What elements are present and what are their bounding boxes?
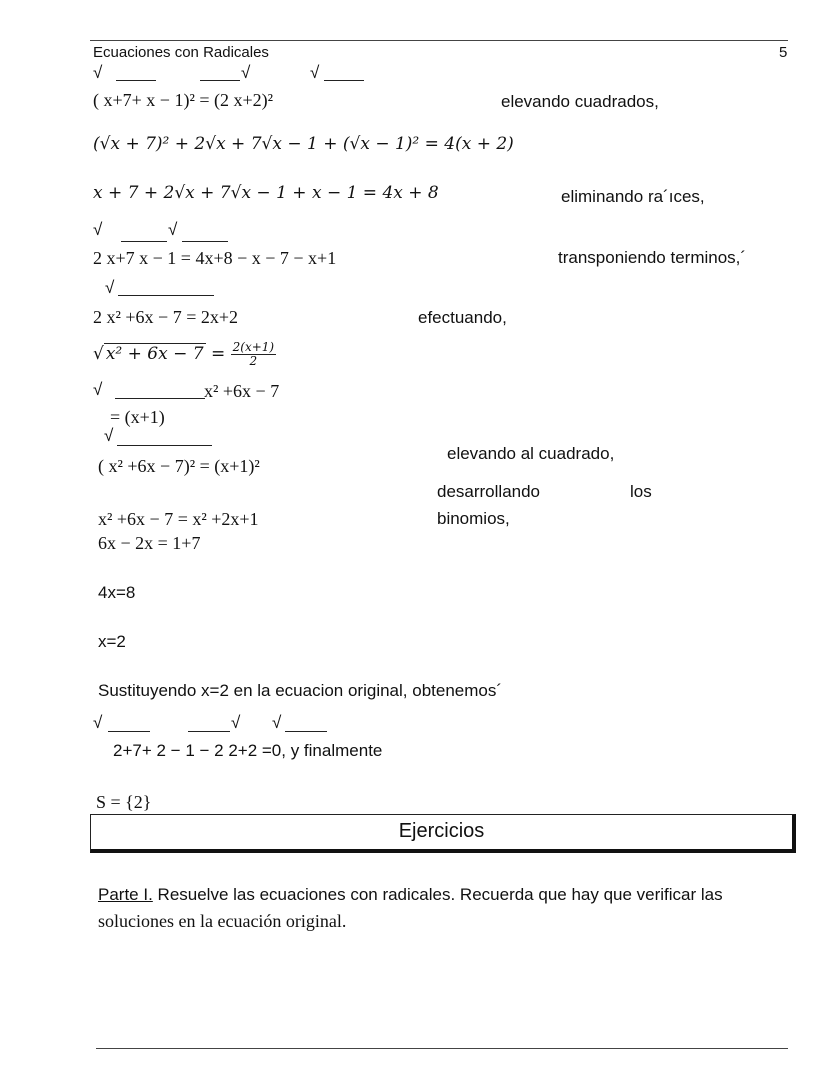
equation-line: 2 x+7 x − 1 = 4x+8 − x − 7 − x+1 bbox=[93, 248, 337, 268]
math-fraction-equation: √ x² + 6x − 7 = $\frac{2(x+1)}{2}$ bbox=[93, 340, 275, 368]
instruction-text-line2: soluciones en la ecuación original. bbox=[98, 911, 347, 931]
part-label: Parte I. bbox=[98, 885, 153, 904]
sqrt-mark: √ bbox=[272, 713, 282, 732]
equation-line: x² +6x − 7 = x² +2x+1 bbox=[98, 509, 259, 529]
equation-line: x² +6x − 7 bbox=[204, 381, 280, 401]
equation-line: 2+7+ 2 − 1 − 2 2+2 =0, y finalmente bbox=[113, 741, 383, 760]
equation-line: 6x − 2x = 1+7 bbox=[98, 533, 201, 553]
sqrt-mark: √ bbox=[93, 63, 103, 82]
paragraph: Sustituyendo x=2 en la ecuacion original, obtenemos´ bbox=[98, 681, 503, 700]
radical-bar bbox=[285, 731, 327, 732]
section-header-box bbox=[90, 814, 796, 853]
equation-line: 2 x² +6x − 7 = 2x+2 bbox=[93, 307, 239, 327]
radical-bar bbox=[121, 241, 167, 242]
header-rule bbox=[90, 40, 788, 41]
equation-line: 4x=8 bbox=[98, 583, 136, 602]
sqrt-mark: √ bbox=[93, 380, 103, 399]
sqrt-mark: √ bbox=[168, 220, 178, 239]
radical-bar bbox=[116, 80, 156, 81]
equation-line: x=2 bbox=[98, 632, 126, 651]
sqrt-mark: √ bbox=[310, 63, 320, 82]
radical-bar bbox=[115, 398, 205, 399]
radical-bar bbox=[117, 445, 212, 446]
step-comment: desarrollando bbox=[437, 482, 541, 501]
instruction-text: Resuelve las ecuaciones con radicales. Recuerda que hay que verificar las bbox=[152, 885, 723, 904]
fraction: $\frac{2(x+1)}{2}$ bbox=[232, 340, 275, 368]
sqrt-mark: √ bbox=[93, 713, 103, 732]
step-comment: transponiendo terminos,´ bbox=[558, 248, 747, 267]
step-comment: elevando cuadrados, bbox=[501, 92, 659, 111]
equation-line: ( x+7+ x − 1)² = (2 x+2)² bbox=[93, 90, 274, 110]
header-title: Ecuaciones con Radicales bbox=[93, 44, 269, 61]
footer-rule bbox=[96, 1048, 788, 1049]
step-comment: elevando al cuadrado, bbox=[447, 444, 615, 463]
step-comment: eliminando ra´ıces, bbox=[561, 187, 705, 206]
math-equation: (√x + 7)² + 2√x + 7√x − 1 + (√x − 1)² = 4(x + 2) bbox=[93, 134, 514, 154]
sqrt-mark: √ bbox=[231, 713, 241, 732]
exercise-instructions bbox=[98, 885, 723, 905]
math-equation: x + 7 + 2√x + 7√x − 1 + x − 1 = 4x + 8 bbox=[93, 183, 439, 203]
radical-bar bbox=[200, 80, 240, 81]
step-comment: binomios, bbox=[437, 509, 510, 528]
radical-bar bbox=[188, 731, 230, 732]
sqrt-mark: √ bbox=[104, 426, 114, 445]
section-title: Ejercicios bbox=[398, 820, 485, 842]
step-comment: efectuando, bbox=[418, 308, 507, 327]
sqrt-mark: √ bbox=[93, 220, 103, 239]
equation-line: = (x+1) bbox=[110, 407, 165, 427]
radical-bar bbox=[324, 80, 364, 81]
radical-bar bbox=[118, 295, 214, 296]
page-number: 5 bbox=[779, 44, 788, 61]
radical: √ x² + 6x − 7 bbox=[93, 344, 204, 364]
equation-line: ( x² +6x − 7)² = (x+1)² bbox=[98, 456, 260, 476]
step-comment: los bbox=[630, 482, 652, 501]
sqrt-mark: √ bbox=[105, 278, 115, 297]
sqrt-mark: √ bbox=[241, 63, 251, 82]
solution-set: S = {2} bbox=[96, 792, 152, 812]
radical-bar bbox=[182, 241, 228, 242]
radical-bar bbox=[108, 731, 150, 732]
